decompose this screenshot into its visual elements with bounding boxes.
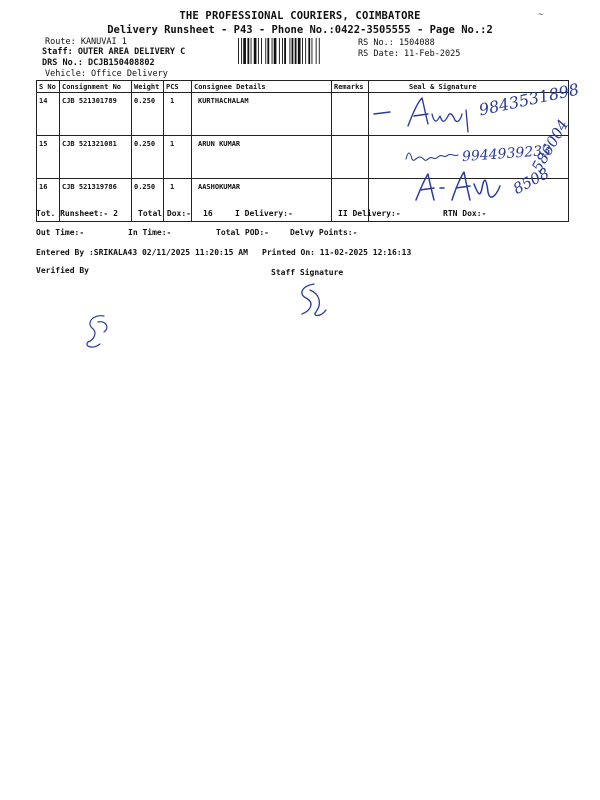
total-pod-label: Total POD:- [216, 228, 269, 237]
corner-mark: ~ [538, 10, 544, 20]
cell-sno: 16 [37, 179, 60, 222]
col-signature-header: Seal & Signature [369, 81, 569, 93]
staff-signature-mark [292, 280, 332, 320]
in-time-label: In Time:- [128, 228, 172, 237]
cell-weight: 0.250 [132, 179, 164, 222]
cell-consignment: CJB 521321081 [60, 136, 132, 179]
cell-consignment: CJB 521301789 [60, 93, 132, 136]
row15-signature-scribble [402, 145, 462, 167]
col-remarks-header: Remarks [332, 81, 369, 93]
row16-signature-scribble [412, 166, 522, 210]
cell-consignee: AASHOKUMAR [192, 179, 332, 222]
rtn-dox-label: RTN Dox:- [443, 209, 487, 218]
total-dox-value: 16 [203, 209, 213, 218]
staff-text: Staff: OUTER AREA DELIVERY C [42, 47, 186, 57]
printed-on: Printed On: 11-02-2025 12:16:13 [262, 248, 412, 257]
cell-sno: 14 [37, 93, 60, 136]
cell-pcs: 1 [164, 179, 192, 222]
verified-by-label: Verified By [36, 266, 89, 275]
table-header-row [37, 81, 569, 93]
cell-remarks [332, 93, 369, 136]
second-delivery-label: II Delivery:- [338, 209, 401, 218]
total-runsheet: Tot. Runsheet:- 2 [36, 209, 118, 218]
cell-weight: 0.250 [132, 136, 164, 179]
col-consignee-header: Consignee Details [192, 81, 332, 93]
first-delivery-label: I Delivery:- [235, 209, 293, 218]
cell-consignee: ARUN KUMAR [192, 136, 332, 179]
row16-phone-handwritten-b: 586004 [528, 116, 573, 175]
company-name: THE PROFESSIONAL COURIERS, COIMBATORE [179, 10, 421, 22]
cell-pcs: 1 [164, 136, 192, 179]
cell-weight: 0.250 [132, 93, 164, 136]
cell-remarks [332, 136, 369, 179]
row14-signature-scribble [370, 92, 490, 142]
row15-phone-handwritten: 9944939233 [461, 142, 552, 166]
cell-sno: 15 [37, 136, 60, 179]
route-text: Route: KANUVAI 1 [45, 37, 127, 47]
cell-consignment: CJB 521319786 [60, 179, 132, 222]
staff-signature-label: Staff Signature [271, 268, 344, 277]
runsheet-title: Delivery Runsheet - P43 - Phone No.:0422-3505555 - Page No.:2 [107, 24, 493, 36]
rs-date: RS Date: 11-Feb-2025 [358, 49, 461, 59]
barcode-image [238, 38, 354, 64]
row16-phone-handwritten-a: 8508 [510, 164, 553, 198]
rs-number: RS No.: 1504088 [358, 38, 435, 48]
verified-by-signature-mark [80, 310, 116, 352]
col-consignment-header: Consignment No [60, 81, 132, 93]
delvy-points-label: Delvy Points:- [290, 228, 358, 237]
col-sno-header: S No [37, 81, 60, 93]
vehicle-text: Vehicle: Office Delivery [45, 69, 168, 79]
out-time-label: Out Time:- [36, 228, 85, 237]
col-weight-header: Weight [132, 81, 164, 93]
total-dox-label: Total Dox:- [138, 209, 191, 218]
drs-number: DRS No.: DCJB150408802 [42, 58, 155, 68]
entered-by: Entered By :SRIKALA43 02/11/2025 11:20:15 AM [36, 248, 248, 257]
cell-consignee: KURTHACHALAM [192, 93, 332, 136]
col-pcs-header: PCS [164, 81, 192, 93]
cell-pcs: 1 [164, 93, 192, 136]
row14-phone-handwritten: 9843531898 [477, 79, 581, 120]
